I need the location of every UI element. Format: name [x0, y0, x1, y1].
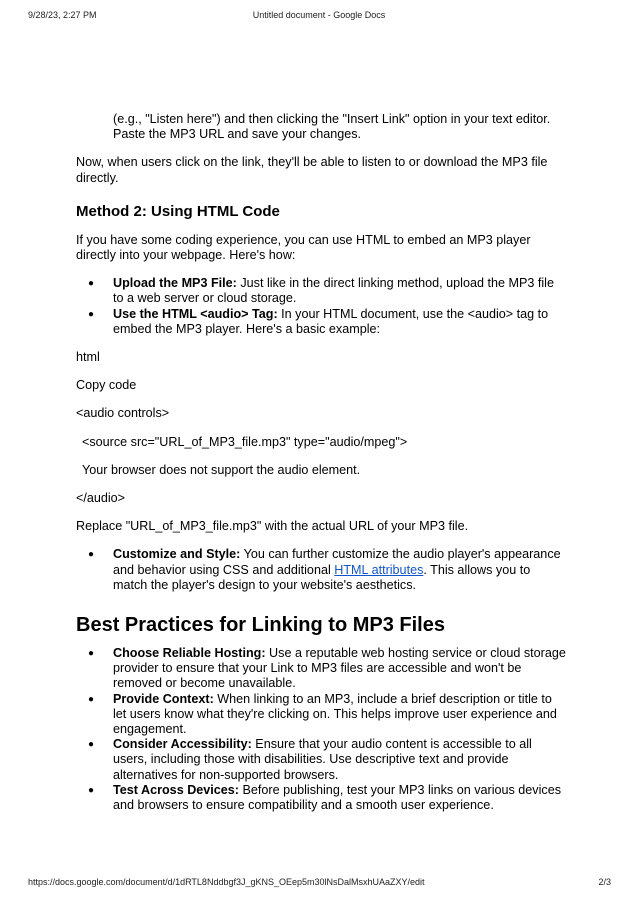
- html-attributes-link[interactable]: HTML attributes: [334, 562, 424, 577]
- code-line: <source src="URL_of_MP3_file.mp3" type="audio/mpeg">: [82, 434, 408, 449]
- continuation-text: (e.g., "Listen here") and then clicking the "Insert Link" option in your text editor. Paste the MP3 URL and save your changes.: [113, 112, 551, 142]
- print-url: https://docs.google.com/document/d/1dRTL8Nddbgf3J_gKNS_OEep5m30lNsDalMsxhUAaZXY/edit: [28, 877, 425, 887]
- best-practices-list: [76, 646, 566, 813]
- bullet-icon: ●: [88, 739, 95, 751]
- code-line: Your browser does not support the audio element.: [82, 462, 361, 477]
- bullet-icon: ●: [88, 549, 95, 561]
- list-item: ● Consider Accessibility: Ensure that your audio content is accessible to all users, including those with disabilities. Use descriptive text and provide alternatives for non-supported browsers.: [88, 737, 532, 782]
- method2-intro: If you have some coding experience, you can use HTML to embed an MP3 player directly into your webpage. Here's how:: [76, 232, 531, 263]
- page-number: 2/3: [598, 877, 611, 887]
- bullet-icon: ●: [88, 278, 95, 290]
- method2-heading: Method 2: Using HTML Code: [76, 202, 280, 220]
- list-item: ● Test Across Devices: Before publishing, test your MP3 links on various devices and browsers to ensure compatibility and a smooth user experience.: [88, 782, 562, 813]
- customize-bullet-list: [76, 547, 566, 593]
- code-line: <audio controls>: [76, 406, 170, 421]
- print-datetime: 9/28/23, 2:27 PM: [28, 10, 97, 20]
- bullet-icon: ●: [88, 693, 95, 705]
- list-item: ● Customize and Style: You can further customize the audio player's appearance and behavior using CSS and additional HTML attributes. This allows you to match the player's design to your website's aesthetics.: [88, 547, 561, 592]
- code-language-label: html: [76, 350, 100, 365]
- code-line: </audio>: [76, 491, 126, 506]
- list-item: ● Provide Context: When linking to an MP3, include a brief description or title to let users know what they're clicking on. This helps improve user experience and engagement.: [88, 691, 557, 737]
- now-paragraph: Now, when users click on the link, they'll be able to listen to or download the MP3 file directly.: [76, 155, 548, 185]
- bullet-icon: ●: [88, 648, 95, 660]
- method2-bullet-list: [76, 276, 566, 337]
- list-item: ● Upload the MP3 File: Just like in the direct linking method, upload the MP3 file to a web server or cloud storage.: [88, 276, 554, 306]
- print-doc-title: Untitled document - Google Docs: [252, 10, 386, 20]
- bullet-icon: ●: [88, 308, 95, 320]
- list-item: ● Choose Reliable Hosting: Use a reputable web hosting service or cloud storage provider to ensure that your Link to MP3 files are accessible and won't be removed or become unavailable.: [88, 646, 566, 691]
- document-body: [76, 112, 566, 813]
- list-item: ● Use the HTML <audio> Tag: In your HTML document, use the <audio> tag to embed the MP3 player. Here's a basic example:: [88, 306, 549, 336]
- replace-paragraph: Replace "URL_of_MP3_file.mp3" with the actual URL of your MP3 file.: [76, 519, 469, 534]
- copy-code-label: Copy code: [76, 378, 137, 393]
- best-practices-heading: Best Practices for Linking to MP3 Files: [76, 614, 445, 637]
- bullet-icon: ●: [88, 784, 95, 796]
